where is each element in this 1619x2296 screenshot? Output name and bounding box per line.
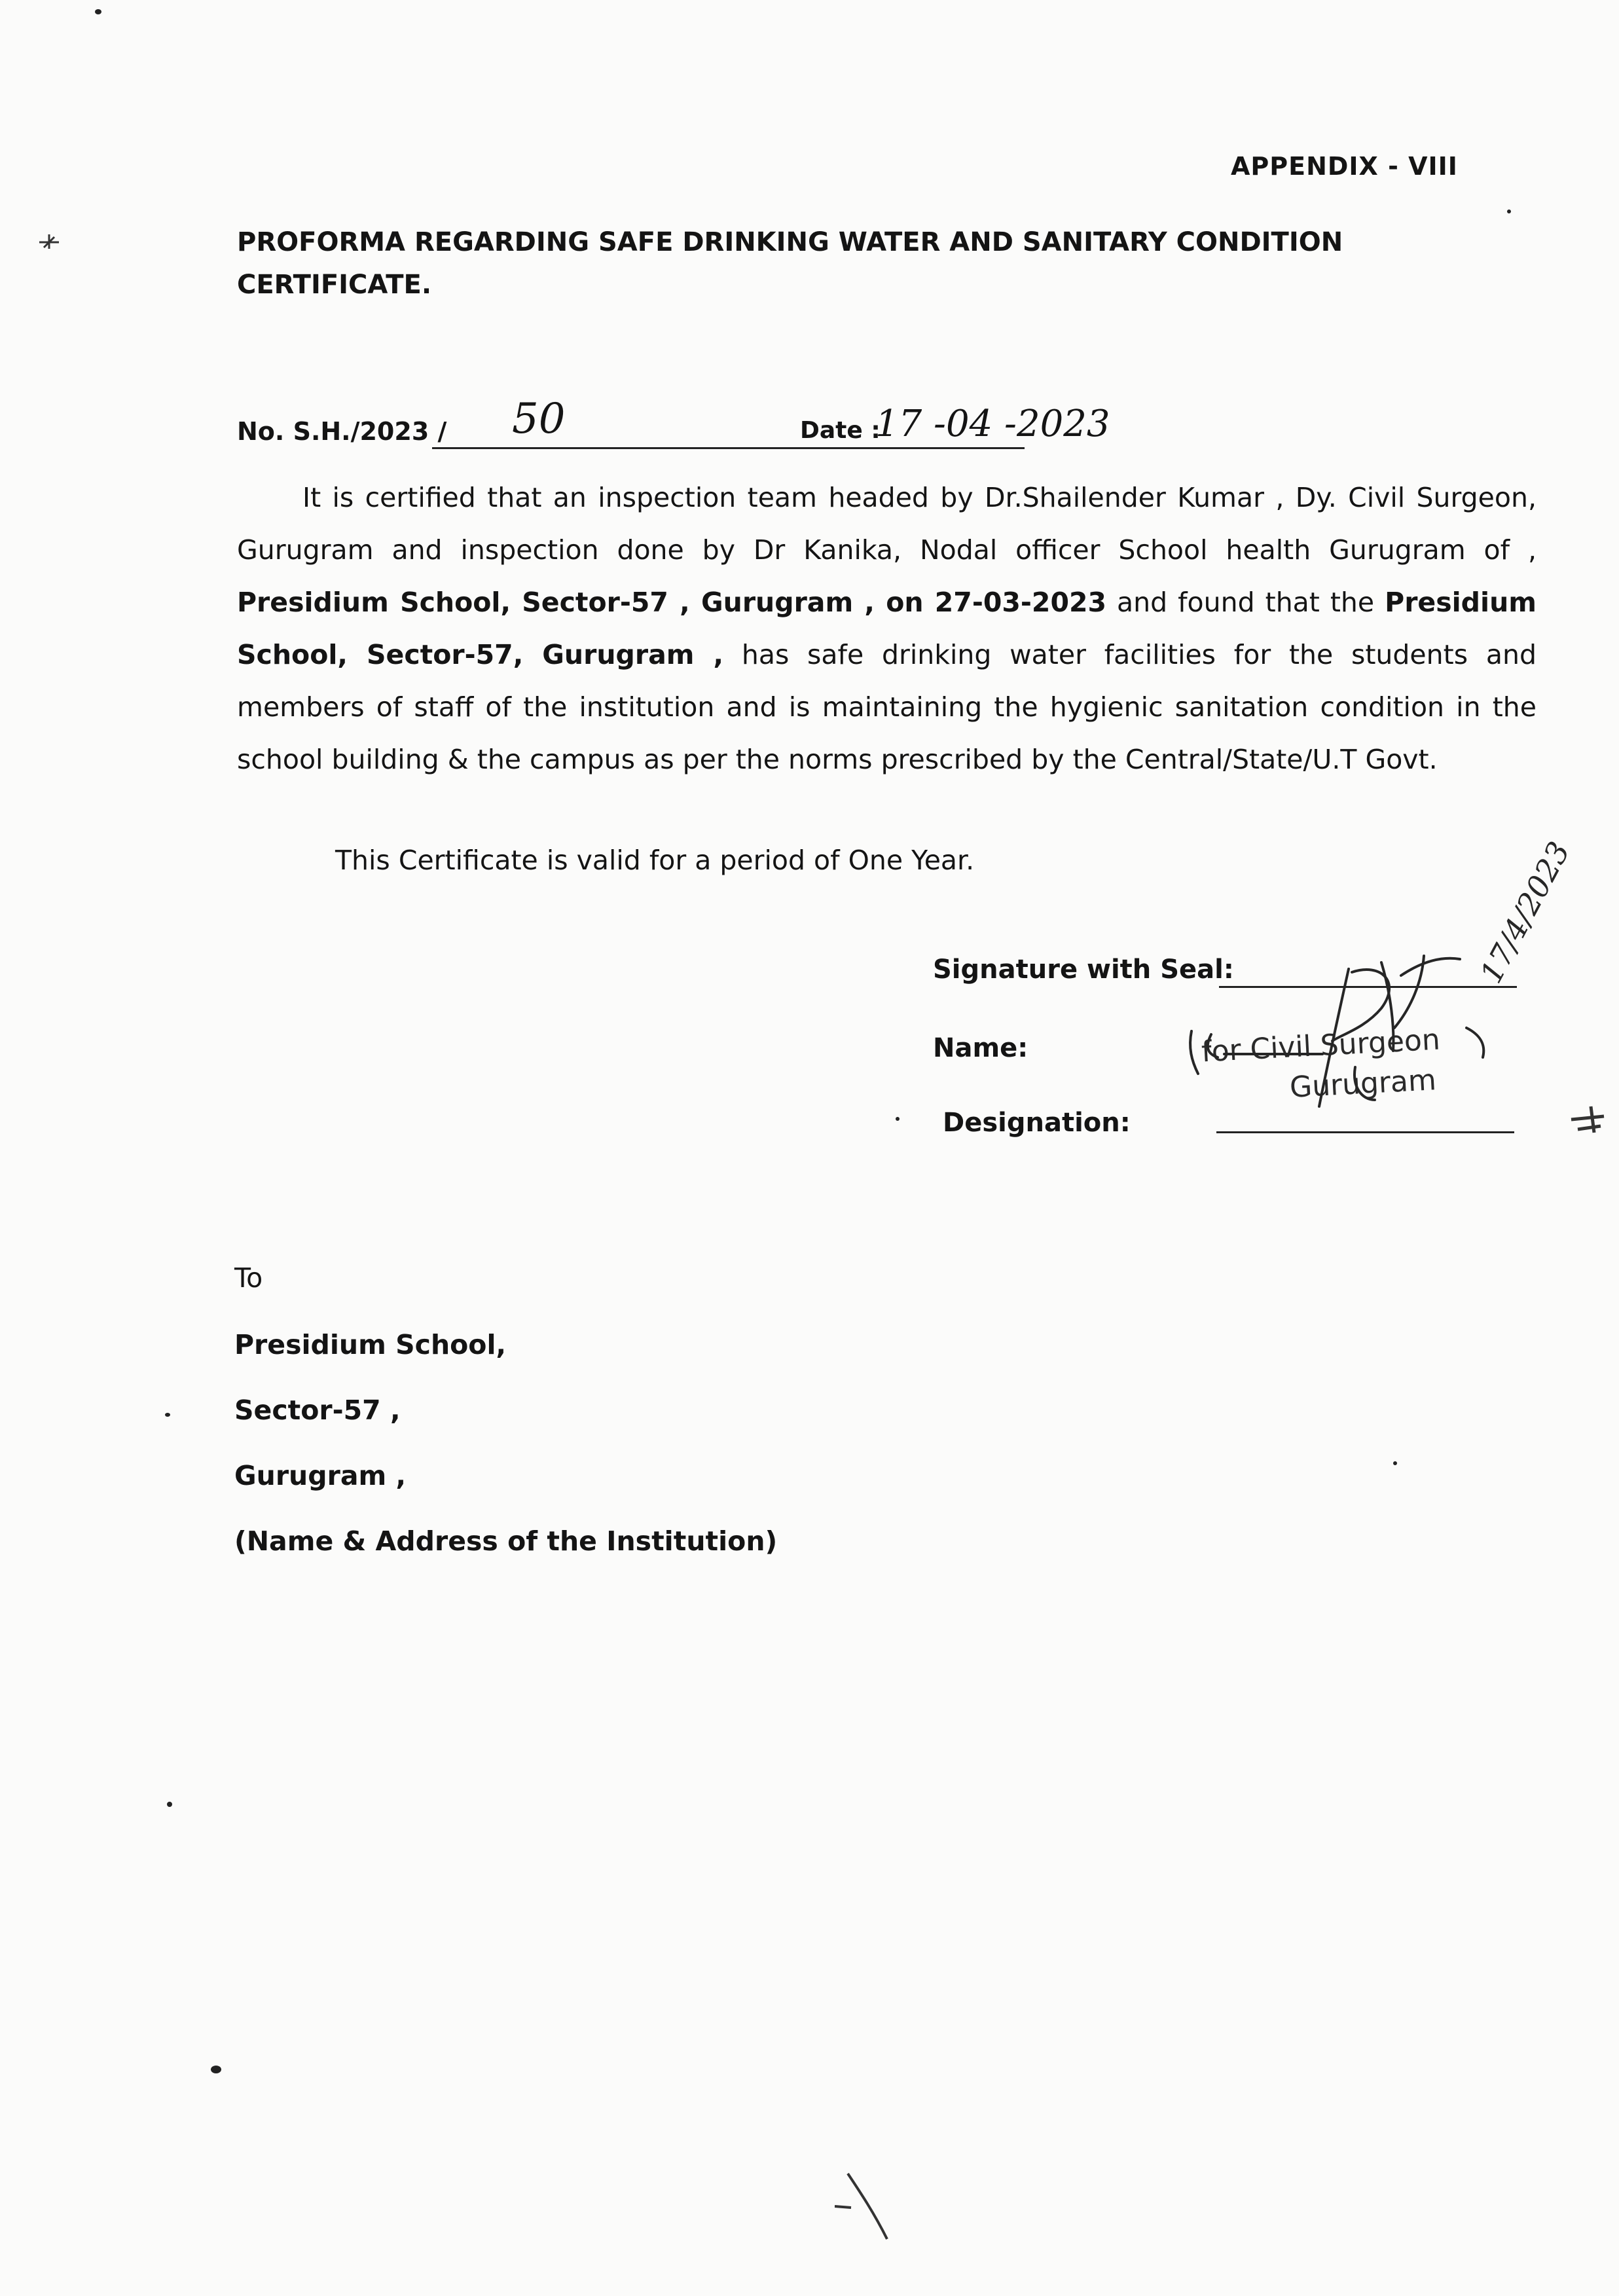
scan-mark	[835, 2167, 894, 2246]
appendix-label: APPENDIX - VIII	[1231, 152, 1458, 181]
address-line-3: Gurugram ,	[234, 1460, 407, 1491]
document-title	[237, 216, 1350, 301]
seal-text-line-2: Gurugram	[1288, 1063, 1437, 1104]
body-text-part-2: and found that the	[1117, 587, 1375, 618]
reference-number-handwritten: 50	[512, 395, 566, 443]
name-label: Name:	[933, 1033, 1028, 1063]
school-name-emphasis-2: Presidium School, Sector-57, Gurugram ,	[237, 587, 1537, 670]
scan-speck	[167, 1802, 172, 1807]
address-line-1: Presidium School,	[234, 1329, 507, 1360]
date-label: Date :	[800, 417, 881, 444]
scan-mark	[1565, 1100, 1610, 1139]
handwritten-signature	[1185, 936, 1610, 1146]
address-line-4: (Name & Address of the Institution)	[234, 1525, 778, 1557]
scan-speck	[896, 1117, 900, 1121]
body-text-part-1: It is certified that an inspection team headed by Dr.Shailender Kumar , Dy. Civil Surgeon, Gurugram and inspection done by Dr Kanika, Nodal officer School health Gurugram of ,	[237, 482, 1537, 566]
scan-speck	[1393, 1461, 1397, 1465]
scan-speck	[95, 9, 101, 14]
certificate-body	[237, 471, 1537, 786]
signed-date-handwritten: 17/4/2023	[1473, 835, 1577, 989]
reference-number-blank	[432, 447, 1025, 449]
seal-text-line-1: for Civil Surgeon	[1200, 1023, 1441, 1069]
school-name-emphasis-1: Presidium School, Sector-57 , Gurugram , on 27-03-2023	[237, 587, 1107, 618]
title-line-1: PROFORMA REGARDING SAFE DRINKING WATER AND SANITARY CONDITION	[237, 227, 1343, 257]
body-text-part-3: has safe drinking water facilities for the students and members of staff of the institution and is maintaining the hygienic sanitation condition in the school building & the campus as per the norms prescribed by the Central/State/U.T Govt.	[237, 639, 1537, 775]
reference-line	[237, 395, 1154, 455]
validity-statement: This Certificate is valid for a period of One Year.	[335, 845, 975, 876]
signature-label: Signature with Seal:	[933, 955, 1234, 985]
reference-number-label: No. S.H./2023 /	[237, 417, 447, 446]
margin-mark	[36, 229, 62, 255]
address-line-2: Sector-57 ,	[234, 1394, 401, 1426]
scan-speck	[1507, 210, 1511, 213]
scan-speck	[211, 2066, 221, 2073]
to-label: To	[234, 1262, 263, 1294]
date-handwritten: 17 -04 -2023	[875, 403, 1110, 445]
designation-label: Designation:	[943, 1108, 1131, 1138]
title-line-2: CERTIFICATE.	[237, 270, 432, 300]
scan-speck	[165, 1413, 170, 1417]
